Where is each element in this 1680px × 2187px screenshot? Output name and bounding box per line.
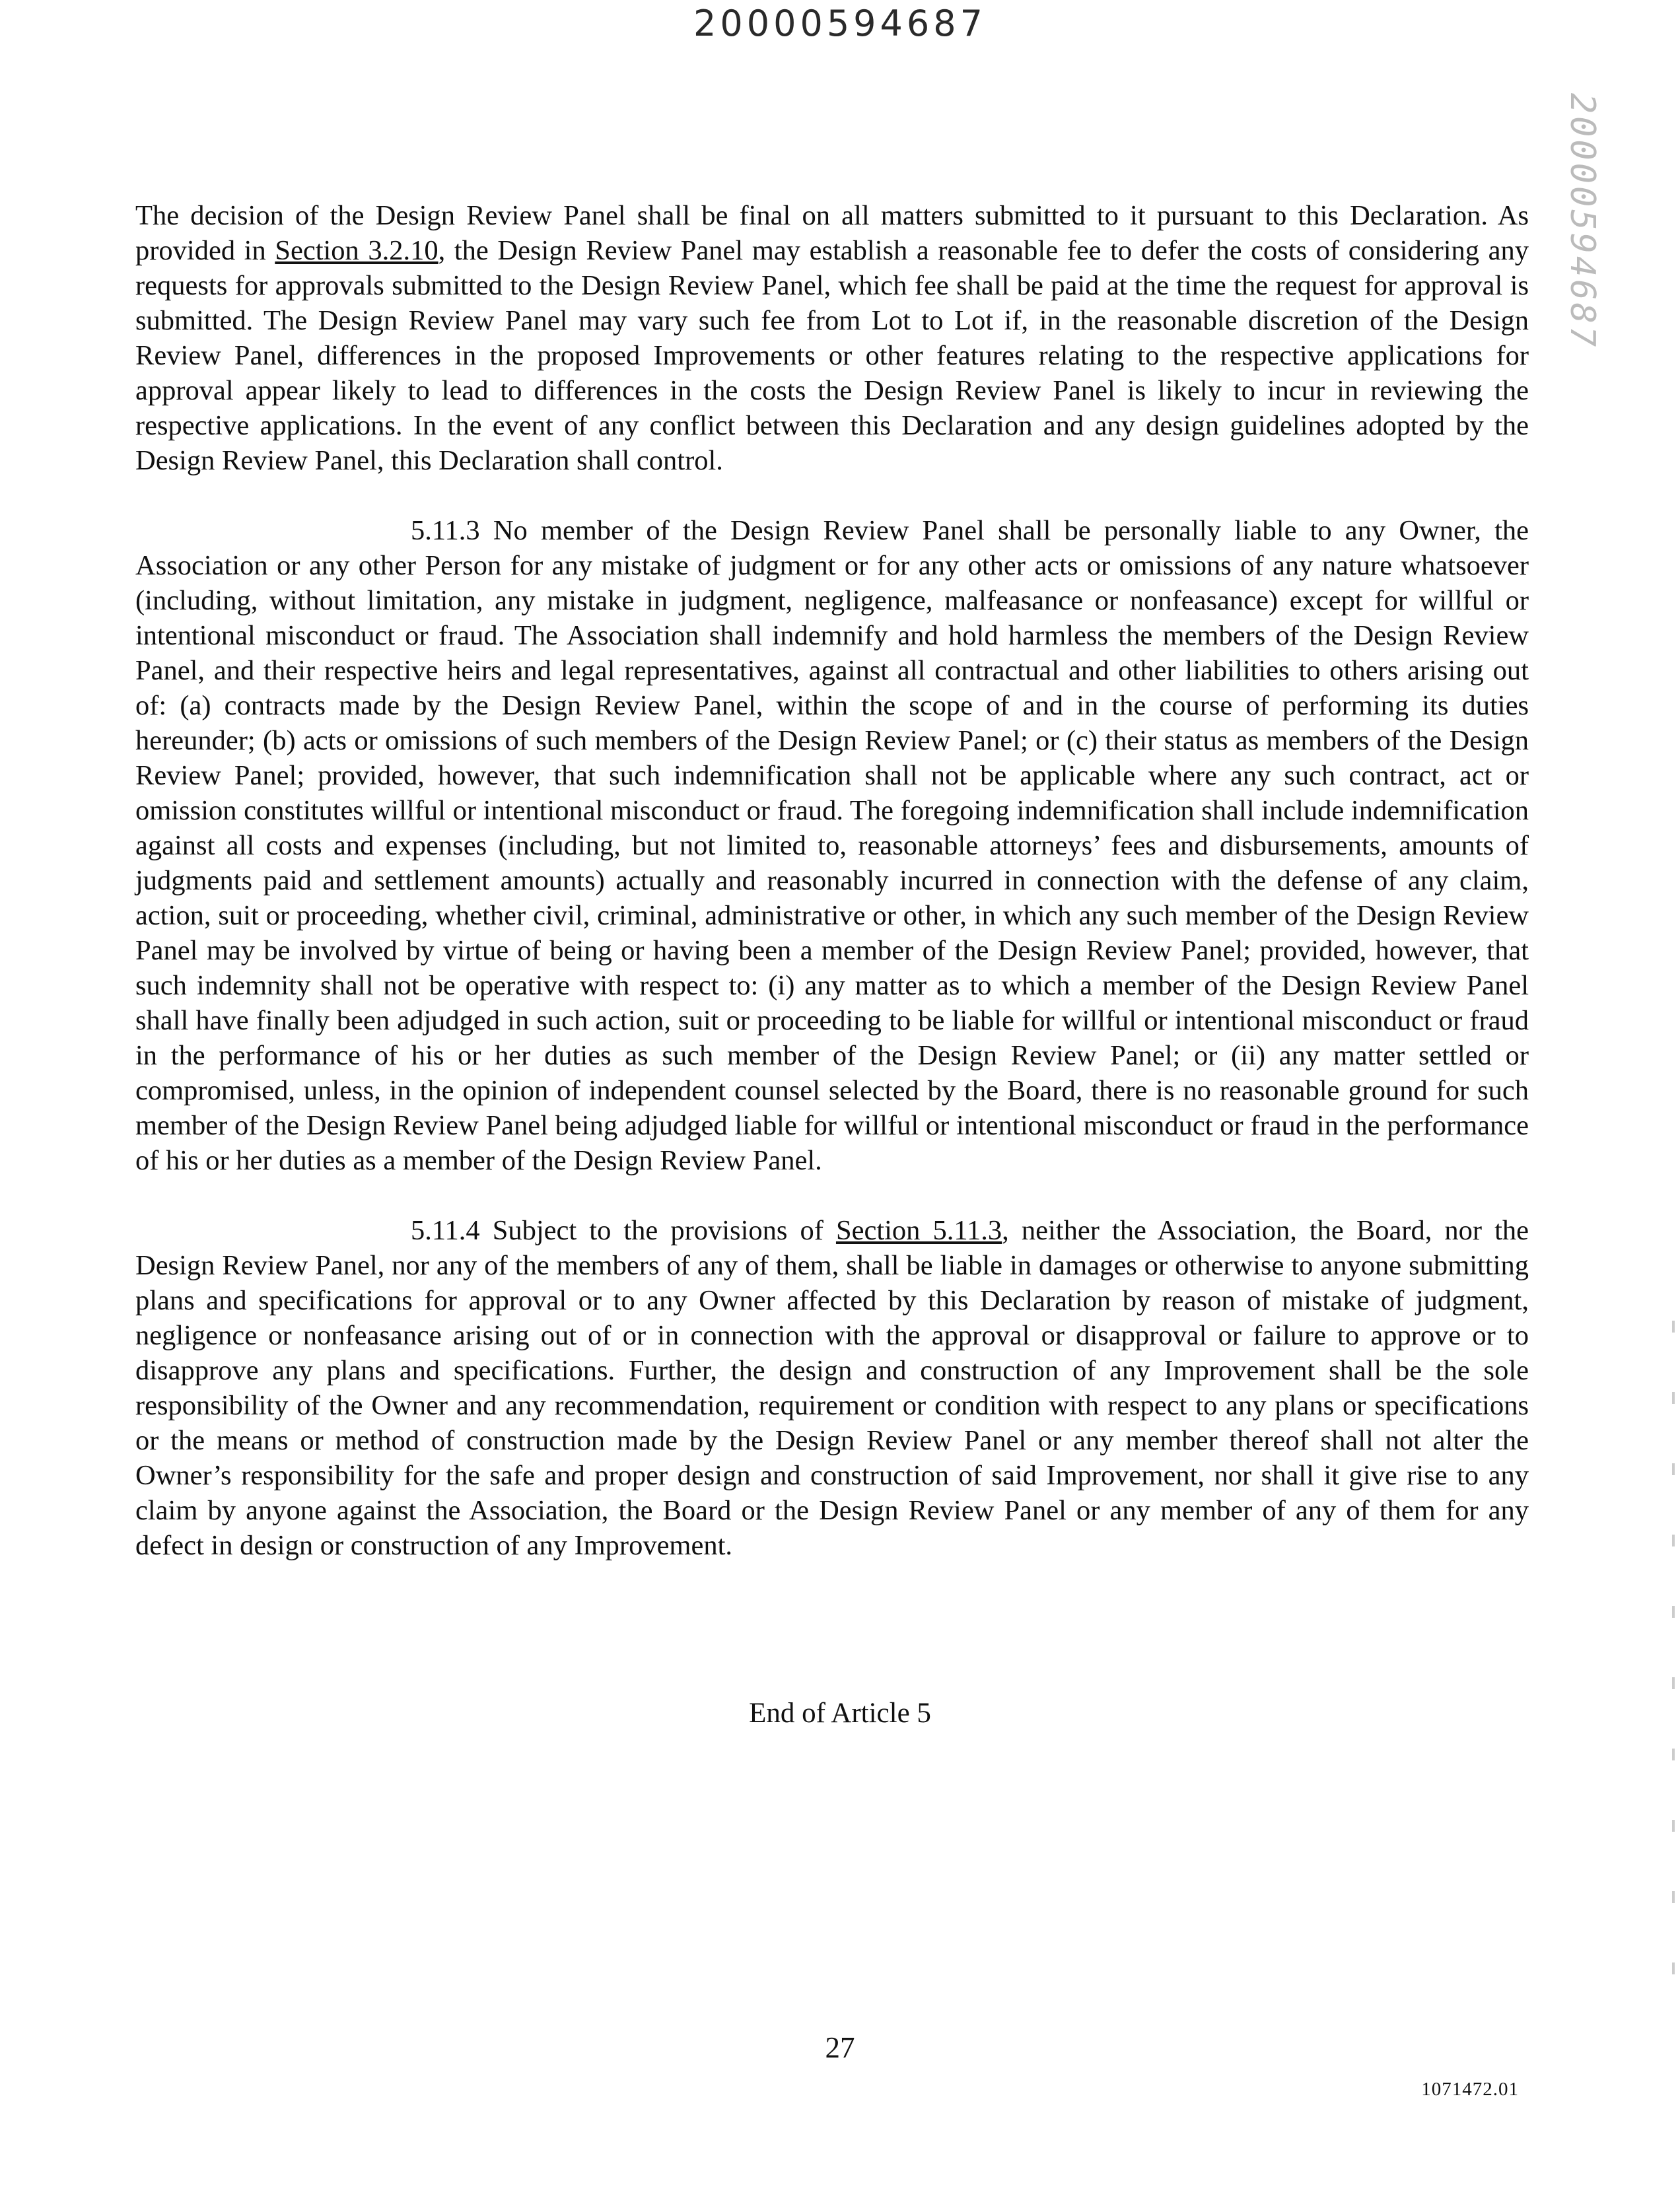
paragraph-text: , the Design Review Panel may establish a reasonable fee to defer the costs of considering any requests for approvals submitted to the Design Review Panel, which fee shall be paid at the time the request for approval is submitted. The Design Review Panel may vary such fee from Lot to Lot if, in the reasonable discretion of the Design Review Panel, differences in the proposed Improvements or other features relating to the respective applications for approval appear likely to lead to differences in the costs the Design Review Panel is likely to incur in reviewing the respective applications. In the event of any conflict between this Declaration and any design guidelines adopted by the Design Review Panel, this Declaration shall control.	[135, 235, 1529, 476]
document-id: 1071472.01	[1421, 2079, 1519, 2100]
paragraph-5-11-4	[135, 1213, 1529, 1563]
page-number: 27	[825, 2031, 855, 2064]
side-recording-stamp	[1556, 92, 1609, 350]
paragraph-text: 5.11.4 Subject to the provisions of	[411, 1215, 836, 1246]
section-reference-5-11-3: Section 5.11.3	[835, 1215, 1002, 1246]
paragraph-design-review-decision	[135, 198, 1529, 478]
edge-scan-marks	[1672, 1321, 1676, 2047]
side-stamp-text: 20000594687	[1562, 92, 1602, 350]
paragraph-5-11-3: 5.11.3 No member of the Design Review Panel shall be personally liable to any Owner, the Association or any other Person for any mistake of judgment or for any other acts or omissions of any nature whatsoever (including, without limitation, any mistake in judgment, negligence, malfeasance or nonfeasance) except for willful or intentional misconduct or fraud. The Association shall indemnify and hold harmless the members of the Design Review Panel, and their respective heirs and legal representatives, against all contractual and other liabilities to others arising out of: (a) contracts made by the Design Review Panel, within the scope of and in the course of performing its duties hereunder; (b) acts or omissions of such members of the Design Review Panel; or (c) their status as members of the Design Review Panel; provided, however, that such indemnification shall not be applicable where any such contract, act or omission constitutes willful or intentional misconduct or fraud. The foregoing indemnification shall include indemnification against all costs and expenses (including, but not limited to, reasonable attorneys’ fees and disbursements, amounts of judgments paid and settlement amounts) actually and reasonably incurred in connection with the defense of any claim, action, suit or proceeding, whether civil, criminal, administrative or other, in which any such member of the Design Review Panel may be involved by virtue of being or having been a member of the Design Review Panel; provided, however, that such indemnity shall not be operative with respect to: (i) any matter as to which a member of the Design Review Panel shall have finally been adjudged in such action, suit or proceeding to be liable for willful or intentional misconduct or fraud in the performance of his or her duties as such member of the Design Review Panel; or (ii) any matter settled or compromised, unless, in the opinion of independent counsel selected by the Board, there is no reasonable ground for such member of the Design Review Panel being adjudged liable for willful or intentional misconduct or fraud in the performance of his or her duties as a member of the Design Review Panel.	[135, 515, 1529, 1176]
recording-number-header: 20000594687	[693, 3, 987, 44]
end-of-article-label: End of Article 5	[749, 1698, 931, 1729]
paragraph-text: The decision of the Design Review Panel shall be final on all matters submitted to it pursuant to this Declaration. As provided in	[135, 200, 1529, 266]
paragraph-text: , neither the Association, the Board, nor the Design Review Panel, nor any of the members of any of them, shall be liable in damages or otherwise to anyone submitting plans and specifications for approval or to any Owner affected by this Declaration by reason of mistake of judgment, negligence or nonfeasance arising out of or in connection with the approval or disapproval or failure to approve or to disapprove any plans and specifications. Further, the design and construction of any Improvement shall be the sole responsibility of the Owner and any recommendation, requirement or condition with respect to any plans or specifications or the means or method of construction made by the Design Review Panel or any member thereof shall not alter the Owner’s responsibility for the safe and proper design and construction of said Improvement, nor shall it give rise to any claim by anyone against the Association, the Board or the Design Review Panel or any member of any of them for any defect in design or construction of any Improvement.	[135, 1215, 1529, 1561]
section-reference-3-2-10: Section 3.2.10	[275, 235, 438, 266]
document-body	[135, 198, 1529, 1563]
